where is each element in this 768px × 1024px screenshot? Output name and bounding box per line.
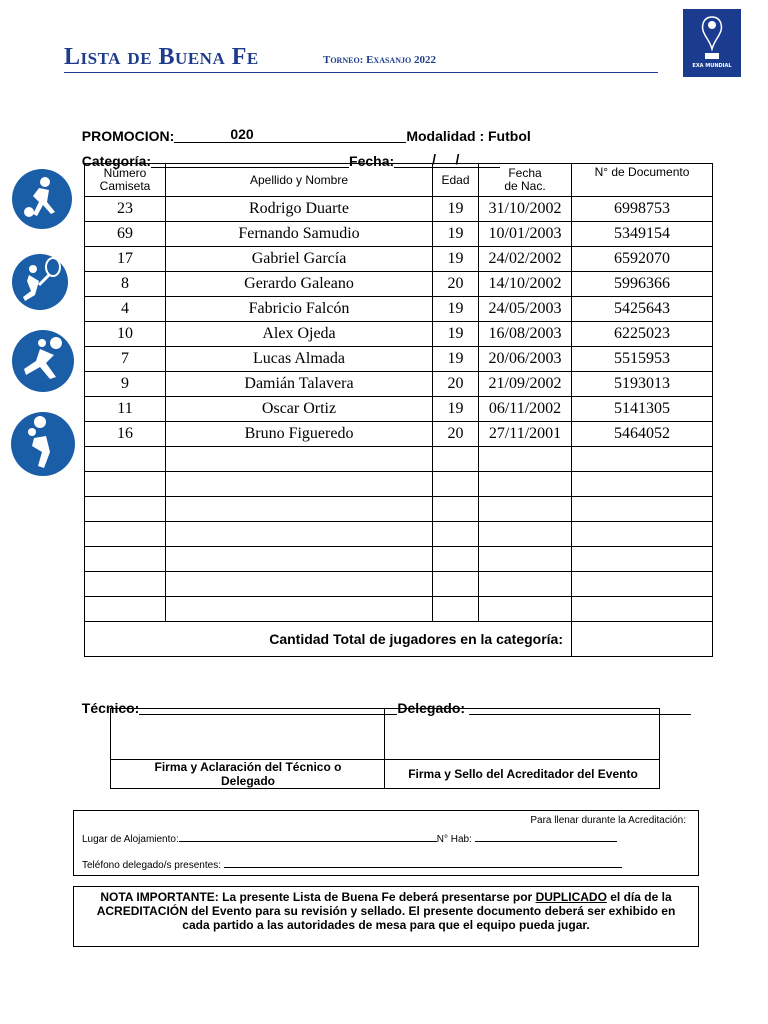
cell-fecha-nac[interactable]: [479, 497, 572, 522]
cell-documento[interactable]: 5515953: [572, 347, 713, 372]
cell-numero[interactable]: 4: [85, 297, 166, 322]
header-nombre: Apellido y Nombre: [166, 164, 433, 197]
cell-documento[interactable]: [572, 597, 713, 622]
delegado-label: Delegado:: [397, 700, 466, 716]
tecnico-label: Técnico:: [81, 700, 140, 716]
cell-numero[interactable]: [85, 522, 166, 547]
cell-nombre[interactable]: Bruno Figueredo: [166, 422, 433, 447]
cell-nombre[interactable]: [166, 522, 433, 547]
cell-edad[interactable]: 19: [433, 247, 479, 272]
cell-numero[interactable]: 7: [85, 347, 166, 372]
cell-edad[interactable]: [433, 497, 479, 522]
cell-nombre[interactable]: [166, 597, 433, 622]
cell-nombre[interactable]: Fabricio Falcón: [166, 297, 433, 322]
nota-suffix: el día de la ACREDITACIÓN del Evento para su revisión y sellado. El presente documento deberá ser exhibido en cada partido a las autoridades de mesa para que el equipo pueda jugar.: [96, 890, 676, 932]
cell-fecha-nac[interactable]: 31/10/2002: [479, 197, 572, 222]
cell-fecha-nac[interactable]: 21/09/2002: [479, 372, 572, 397]
table-row-empty: [85, 547, 713, 572]
cell-nombre[interactable]: Alex Ojeda: [166, 322, 433, 347]
cell-nombre[interactable]: Rodrigo Duarte: [166, 197, 433, 222]
cell-nombre[interactable]: Oscar Ortiz: [166, 397, 433, 422]
cell-documento[interactable]: [572, 472, 713, 497]
cell-numero[interactable]: 16: [85, 422, 166, 447]
cell-numero[interactable]: 11: [85, 397, 166, 422]
cell-nombre[interactable]: [166, 547, 433, 572]
torneo-label: Torneo: Exasanjo 2022: [323, 54, 436, 66]
table-row: [85, 397, 713, 422]
cell-documento[interactable]: 6592070: [572, 247, 713, 272]
cell-numero[interactable]: [85, 547, 166, 572]
cell-numero[interactable]: 23: [85, 197, 166, 222]
roster-table: [84, 163, 713, 657]
cell-numero[interactable]: [85, 472, 166, 497]
cell-fecha-nac[interactable]: 06/11/2002: [479, 397, 572, 422]
cell-edad[interactable]: [433, 522, 479, 547]
cell-nombre[interactable]: Fernando Samudio: [166, 222, 433, 247]
cell-edad[interactable]: 19: [433, 297, 479, 322]
nota-duplicado: DUPLICADO: [535, 890, 607, 904]
cell-edad[interactable]: 20: [433, 372, 479, 397]
cell-fecha-nac[interactable]: [479, 597, 572, 622]
modalidad-label: Modalidad : Futbol: [406, 128, 531, 144]
cell-edad[interactable]: 20: [433, 422, 479, 447]
cell-fecha-nac[interactable]: 10/01/2003: [479, 222, 572, 247]
categoria-label: Categoría:: [81, 153, 152, 169]
cell-documento[interactable]: 5193013: [572, 372, 713, 397]
soccer-icon: [11, 168, 73, 230]
table-row: [85, 247, 713, 272]
svg-text:EXA MUNDIAL: EXA MUNDIAL: [692, 63, 732, 69]
table-row-empty: [85, 472, 713, 497]
table-row-empty: [85, 597, 713, 622]
total-row: [85, 622, 713, 657]
table-row: [85, 372, 713, 397]
cell-numero[interactable]: [85, 497, 166, 522]
table-row-empty: [85, 522, 713, 547]
header-edad: Edad: [433, 164, 479, 197]
basketball-icon: [10, 329, 72, 391]
table-row: [85, 272, 713, 297]
alojamiento-field[interactable]: [179, 831, 437, 842]
table-row: [85, 422, 713, 447]
cell-fecha-nac[interactable]: [479, 522, 572, 547]
cell-documento[interactable]: 6225023: [572, 322, 713, 347]
cell-nombre[interactable]: Damián Talavera: [166, 372, 433, 397]
cell-fecha-nac[interactable]: [479, 472, 572, 497]
cell-documento[interactable]: 5349154: [572, 222, 713, 247]
promocion-label: PROMOCION:: [81, 128, 175, 144]
table-row: [85, 322, 713, 347]
tennis-icon: [9, 251, 71, 313]
cell-fecha-nac[interactable]: 16/08/2003: [479, 322, 572, 347]
table-row: [85, 297, 713, 322]
cell-edad[interactable]: [433, 572, 479, 597]
cell-numero[interactable]: 17: [85, 247, 166, 272]
cell-nombre[interactable]: [166, 447, 433, 472]
cell-edad[interactable]: 19: [433, 347, 479, 372]
cell-edad[interactable]: 19: [433, 222, 479, 247]
cell-fecha-nac[interactable]: [479, 447, 572, 472]
table-header-row: [85, 164, 713, 197]
header-divider: [64, 72, 658, 73]
cell-nombre[interactable]: Gabriel García: [166, 247, 433, 272]
cell-fecha-nac[interactable]: 20/06/2003: [479, 347, 572, 372]
cell-nombre[interactable]: Gerardo Galeano: [166, 272, 433, 297]
hab-label: N° Hab:: [436, 834, 475, 845]
acreditacion-heading: Para llenar durante la Acreditación:: [530, 815, 686, 826]
hab-field[interactable]: [475, 831, 617, 842]
table-row: [85, 347, 713, 372]
cell-documento[interactable]: [572, 522, 713, 547]
cell-numero[interactable]: 9: [85, 372, 166, 397]
cell-documento[interactable]: 5996366: [572, 272, 713, 297]
cell-documento[interactable]: [572, 447, 713, 472]
telefono-field[interactable]: [224, 857, 622, 868]
fecha-field[interactable]: / /: [394, 153, 500, 168]
cell-numero[interactable]: [85, 597, 166, 622]
cell-documento[interactable]: [572, 572, 713, 597]
cell-documento[interactable]: [572, 497, 713, 522]
cell-numero[interactable]: 69: [85, 222, 166, 247]
cell-numero[interactable]: 8: [85, 272, 166, 297]
table-row: [85, 197, 713, 222]
cell-fecha-nac[interactable]: 14/10/2002: [479, 272, 572, 297]
cell-documento[interactable]: 6998753: [572, 197, 713, 222]
cell-edad[interactable]: [433, 597, 479, 622]
cell-documento[interactable]: [572, 547, 713, 572]
firma-tecnico-label: Firma y Aclaración del Técnico o Delegado: [154, 760, 342, 788]
table-row-empty: [85, 447, 713, 472]
table-row: [85, 222, 713, 247]
cell-edad[interactable]: [433, 472, 479, 497]
promocion-value: 020: [230, 126, 254, 142]
page-title: Lista de Buena Fe: [64, 44, 259, 70]
cell-edad[interactable]: 20: [433, 272, 479, 297]
nota-importante: [73, 886, 699, 947]
cell-fecha-nac[interactable]: [479, 547, 572, 572]
cell-nombre[interactable]: [166, 572, 433, 597]
cell-edad[interactable]: [433, 547, 479, 572]
cell-numero[interactable]: 10: [85, 322, 166, 347]
total-value[interactable]: [572, 622, 713, 657]
acreditacion-box: [73, 810, 699, 876]
signature-box: [110, 708, 660, 789]
cell-nombre[interactable]: Lucas Almada: [166, 347, 433, 372]
volleyball-icon: [10, 408, 72, 470]
cell-edad[interactable]: [433, 447, 479, 472]
cell-documento[interactable]: 5425643: [572, 297, 713, 322]
cell-numero[interactable]: [85, 572, 166, 597]
nota-prefix: NOTA IMPORTANTE: La presente Lista de Buena Fe deberá presentarse por: [100, 890, 536, 904]
fecha-label: Fecha:: [349, 153, 395, 169]
total-label: Cantidad Total de jugadores en la categoría:: [85, 622, 572, 657]
cell-fecha-nac[interactable]: 27/11/2001: [479, 422, 572, 447]
table-row-empty: [85, 572, 713, 597]
cell-edad[interactable]: 19: [433, 197, 479, 222]
cell-fecha-nac[interactable]: 24/02/2002: [479, 247, 572, 272]
firma-acreditador-label: Firma y Sello del Acreditador del Evento: [408, 767, 638, 781]
cell-fecha-nac[interactable]: 24/05/2003: [479, 297, 572, 322]
header-numero: Número Camiseta: [85, 164, 166, 197]
header-fecha-nac: Fecha de Nac.: [479, 164, 572, 197]
cell-numero[interactable]: [85, 447, 166, 472]
exa-mundial-logo: [683, 9, 741, 77]
cell-fecha-nac[interactable]: [479, 572, 572, 597]
table-row-empty: [85, 497, 713, 522]
cell-nombre[interactable]: [166, 472, 433, 497]
alojamiento-label: Lugar de Alojamiento:: [82, 834, 179, 845]
header-documento: N° de Documento: [572, 164, 713, 197]
cell-documento[interactable]: 5141305: [572, 397, 713, 422]
cell-nombre[interactable]: [166, 497, 433, 522]
cell-edad[interactable]: 19: [433, 322, 479, 347]
cell-edad[interactable]: 19: [433, 397, 479, 422]
telefono-label: Teléfono delegado/s presentes:: [82, 860, 224, 871]
cell-documento[interactable]: 5464052: [572, 422, 713, 447]
